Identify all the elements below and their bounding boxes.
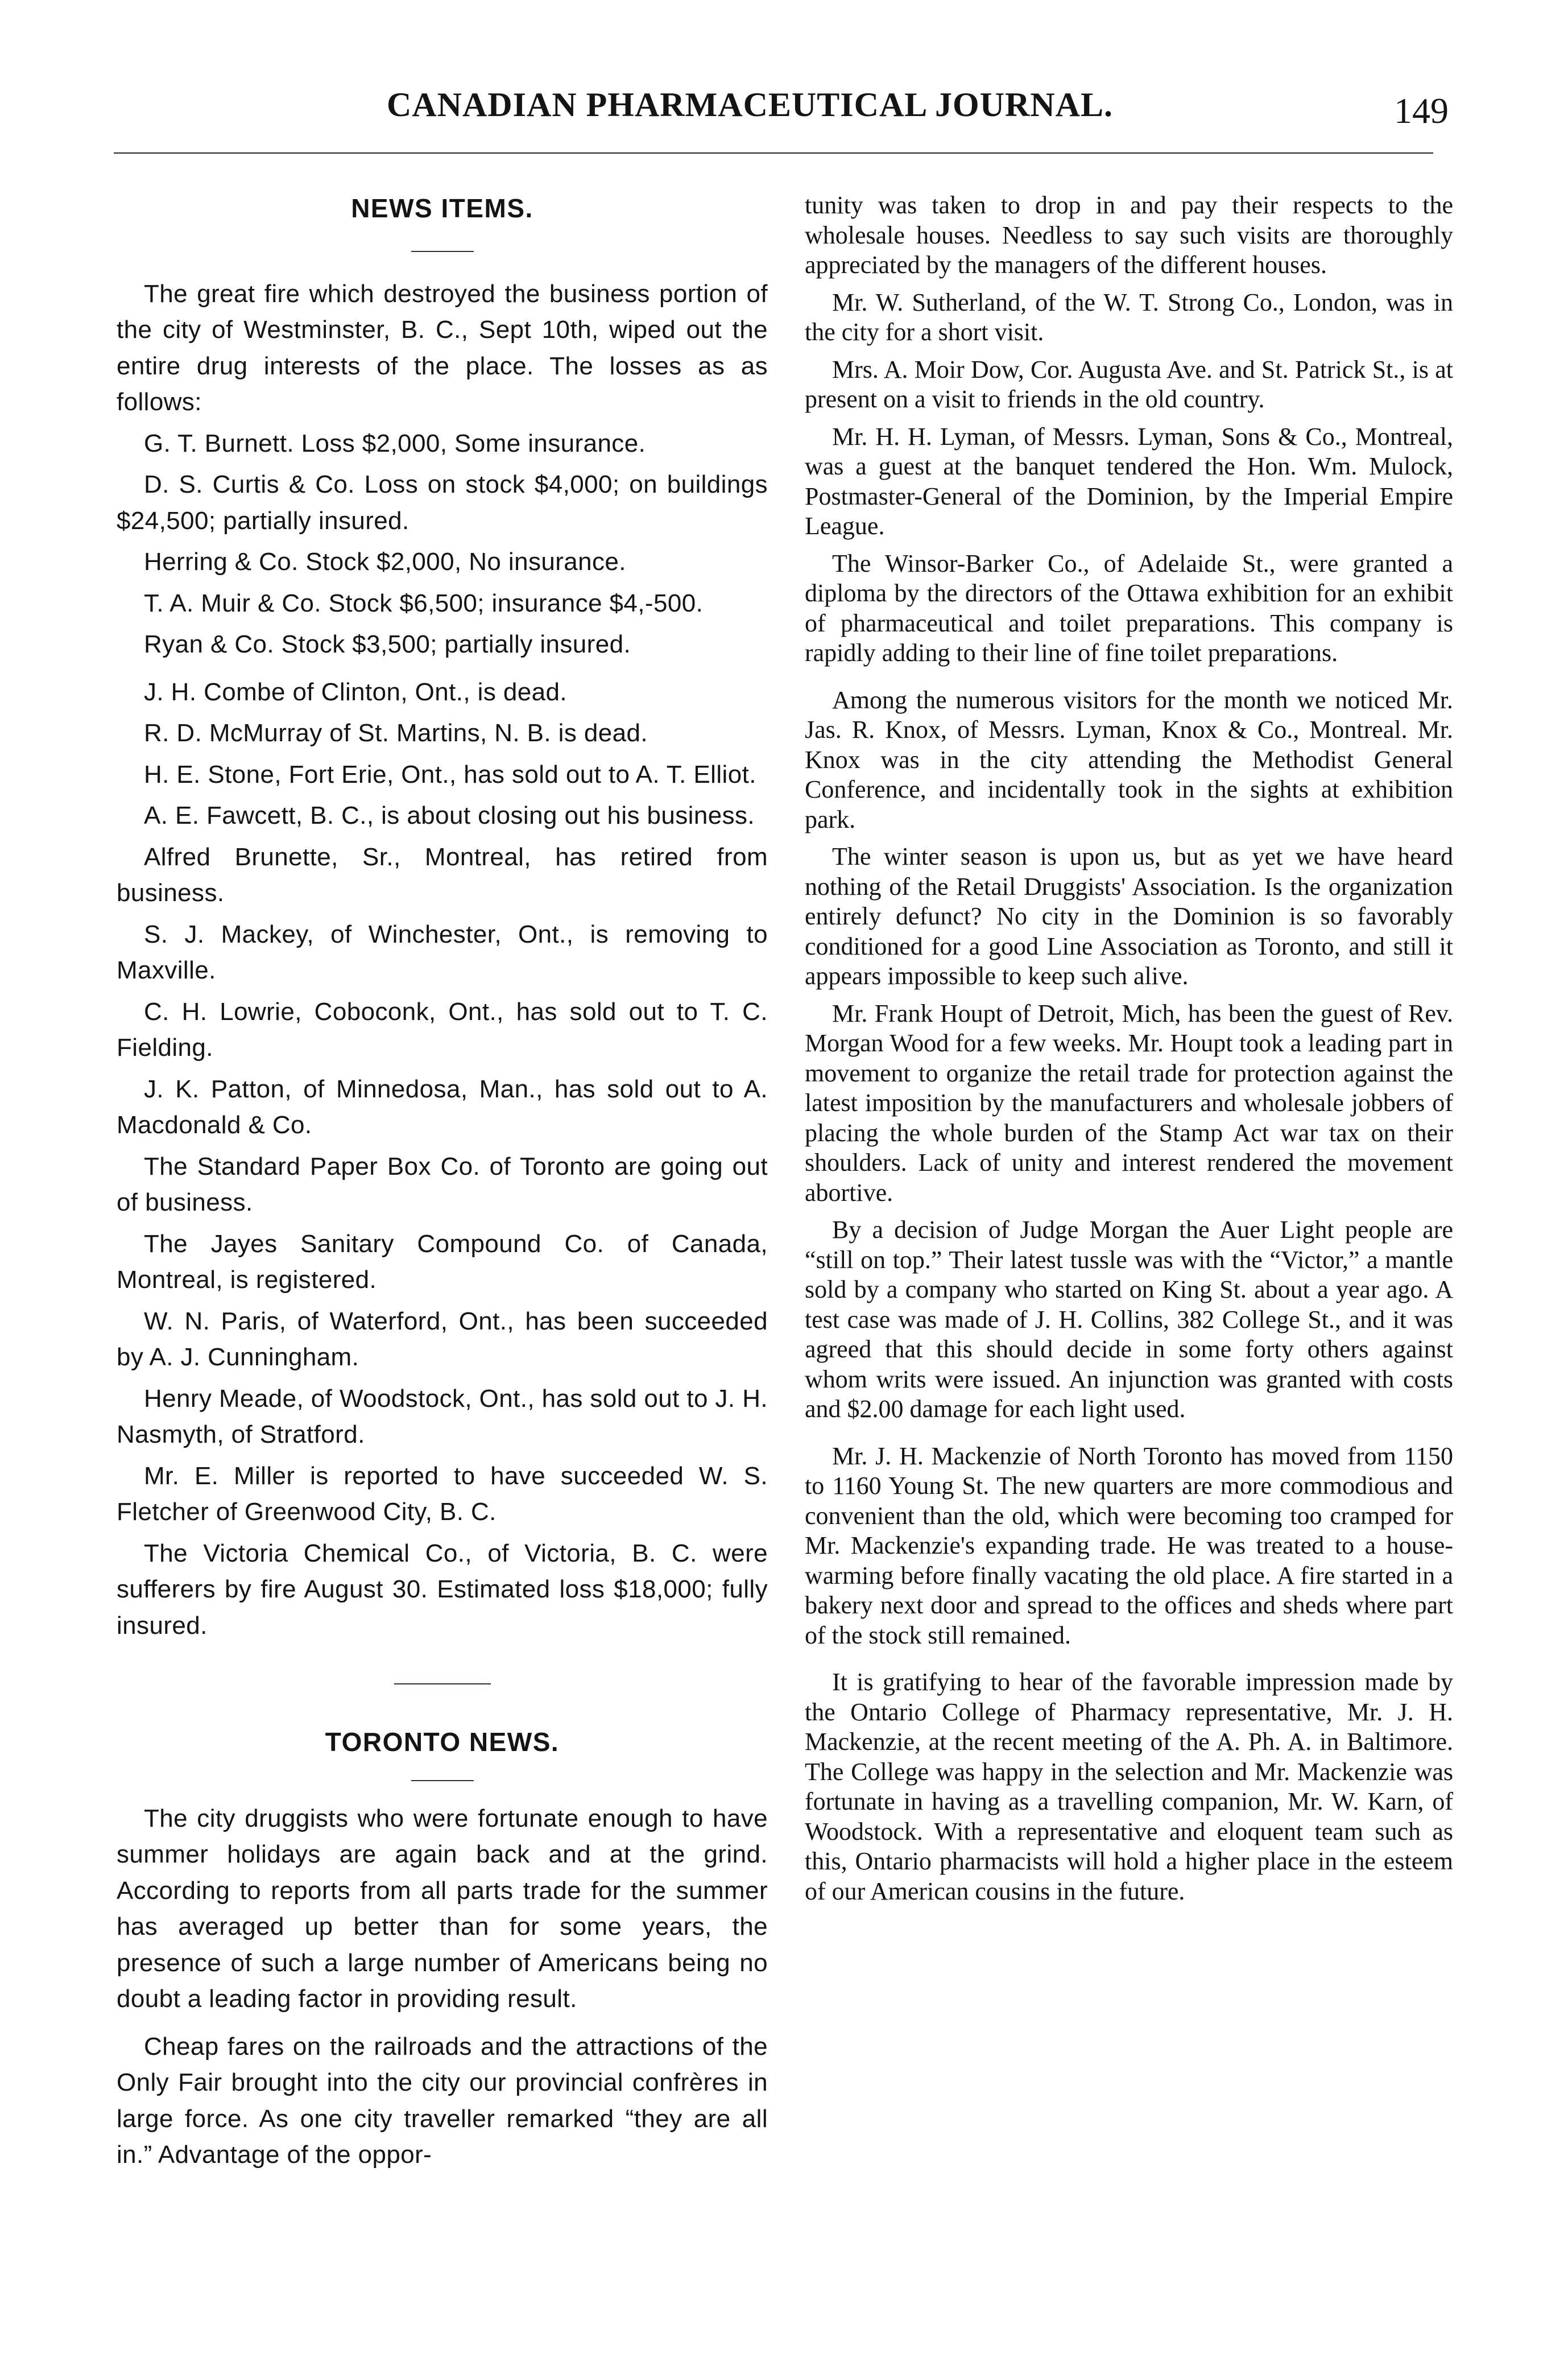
- news-paragraph: R. D. McMurray of St. Martins, N. B. is dead.: [144, 719, 648, 747]
- running-title: CANADIAN PHARMACEUTICAL JOURNAL.: [387, 86, 1114, 123]
- news-paragraph: The Jayes Sanitary Compound Co. of Canada, Montreal, is registered.: [117, 1229, 768, 1294]
- toronto-paragraph: tunity was taken to drop in and pay their respects to the wholesale houses. Needless to say such visits are thoroughly appreciated by the managers of the different houses.: [805, 191, 1453, 279]
- toronto-paragraph: Mr. W. Sutherland, of the W. T. Strong Co., London, was in the city for a short visit.: [805, 288, 1453, 346]
- news-paragraph: Mr. E. Miller is reported to have succeeded W. S. Fletcher of Greenwood City, B. C.: [117, 1461, 768, 1526]
- header-rule: [114, 152, 1433, 154]
- toronto-paragraph: By a decision of Judge Morgan the Auer Light people are “still on top.” Their latest tussle was with the “Victor,” a mantle sold by a company who started on King St. about a year ago. A test case was made of J. H. Collins, 382 College St., and it was agreed that this should decide in some forty others against whom writs were issued. An injunction was granted with costs and $2.00 damage for each light used.: [805, 1216, 1453, 1423]
- toronto-paragraph: The city druggists who were fortunate enough to have summer holidays are again back and at the grind. According to reports from all parts trade for the summer has averaged up better than for some years, the presence of such a large number of Americans being no doubt a leading factor in providing result.: [117, 1804, 768, 2013]
- toronto-paragraph: Mr. J. H. Mackenzie of North Toronto has moved from 1150 to 1160 Young St. The new quarters are more commodious and convenient than the old, which were becoming too cramped for Mr. Mackenzie's expanding trade. He was treated to a house-warming before finally vacating the old place. A fire started in a bakery next door and spread to the offices and sheds where part of the stock still remained.: [805, 1442, 1453, 1649]
- news-paragraph: The Victoria Chemical Co., of Victoria, B. C. were sufferers by fire August 30. Estimated loss $18,000; fully insured.: [117, 1539, 768, 1640]
- news-paragraph: A. E. Fawcett, B. C., is about closing out his business.: [144, 802, 755, 829]
- news-paragraph: The Standard Paper Box Co. of Toronto are going out of business.: [117, 1152, 768, 1216]
- toronto-paragraph: Among the numerous visitors for the month we noticed Mr. Jas. R. Knox, of Messrs. Lyman, Knox & Co., Montreal. Mr. Knox was in the city attending the Methodist General Conference, and incidentally took in the sights at exhibition park.: [805, 686, 1453, 833]
- toronto-paragraph: It is gratifying to hear of the favorable impression made by the Ontario College of Pharmacy representative, Mr. J. H. Mackenzie, at the recent meeting of the A. Ph. A. in Baltimore. The College was happy in the selection and Mr. Mackenzie was fortunate in having as a travelling companion, Mr. W. Karn, of Woodstock. With a representative and eloquent team such as this, Ontario pharmacists will hold a higher place in the esteem of our American cousins in the future.: [805, 1668, 1453, 1905]
- news-paragraph: Alfred Brunette, Sr., Montreal, has retired from business.: [117, 843, 768, 907]
- news-paragraph: C. H. Lowrie, Coboconk, Ont., has sold out to T. C. Fielding.: [117, 997, 768, 1062]
- toronto-paragraph: Mrs. A. Moir Dow, Cor. Augusta Ave. and St. Patrick St., is at present on a visit to friends in the old country.: [805, 355, 1453, 413]
- news-paragraph: Ryan & Co. Stock $3,500; partially insured.: [144, 630, 631, 658]
- toronto-news-heading: TORONTO NEWS.: [325, 1727, 560, 1757]
- toronto-paragraph: Mr. H. H. Lyman, of Messrs. Lyman, Sons & Co., Montreal, was a guest at the banquet tendered the Hon. Wm. Mulock, Postmaster-General of the Dominion, by the Imperial Empire League.: [805, 422, 1453, 540]
- news-paragraph: Henry Meade, of Woodstock, Ont., has sold out to J. H. Nasmyth, of Stratford.: [117, 1384, 768, 1448]
- toronto-paragraph: The winter season is upon us, but as yet we have heard nothing of the Retail Druggists' Association. Is the organization entirely defunct? No city in the Dominion is so favorably conditioned for a good Line Association as Toronto, and still it appears impossible to keep such alive.: [805, 843, 1453, 990]
- page-number: 149: [1394, 90, 1449, 131]
- toronto-paragraph: The Winsor-Barker Co., of Adelaide St., were granted a diploma by the directors of the Ottawa exhibition for an exhibit of pharmaceutical and toilet preparations. This company is rapidly adding to their line of fine toilet preparations.: [805, 549, 1453, 667]
- news-paragraph: J. K. Patton, of Minnedosa, Man., has sold out to A. Macdonald & Co.: [117, 1075, 768, 1139]
- toronto-paragraph: Mr. Frank Houpt of Detroit, Mich, has been the guest of Rev. Morgan Wood for a few weeks. Mr. Houpt took a leading part in movement to organize the retail trade for protection against the latest imposition by the manufacturers and wholesale jobbers of placing the whole burden of the Stamp Act war tax on their shoulders. Lack of unity and interest rendered the movement abortive.: [805, 999, 1453, 1207]
- news-items-heading: NEWS ITEMS.: [351, 193, 533, 223]
- news-paragraph: Herring & Co. Stock $2,000, No insurance.: [144, 548, 626, 576]
- left-column: [117, 191, 768, 2178]
- news-paragraph: T. A. Muir & Co. Stock $6,500; insurance $4,-500.: [144, 589, 704, 617]
- heading-rule: [411, 251, 474, 252]
- toronto-paragraph: Cheap fares on the railroads and the attractions of the Only Fair brought into the city our provincial confrères in large force. As one city traveller remarked “they are all in.” Advantage of the oppor-: [117, 2032, 768, 2169]
- news-paragraph: G. T. Burnett. Loss $2,000, Some insurance.: [144, 429, 646, 457]
- news-paragraph: W. N. Paris, of Waterford, Ont., has been succeeded by A. J. Cunningham.: [117, 1307, 768, 1371]
- news-paragraph: D. S. Curtis & Co. Loss on stock $4,000; on buildings $24,500; partially insured.: [117, 470, 768, 535]
- right-column: [805, 191, 1453, 1914]
- section-rule: [394, 1683, 491, 1684]
- news-paragraph: J. H. Combe of Clinton, Ont., is dead.: [144, 678, 567, 706]
- news-paragraph: H. E. Stone, Fort Erie, Ont., has sold out to A. T. Elliot.: [144, 760, 756, 788]
- news-paragraph: S. J. Mackey, of Winchester, Ont., is removing to Maxville.: [117, 920, 768, 984]
- heading-rule: [411, 1780, 474, 1781]
- news-paragraph: The great fire which destroyed the business portion of the city of Westminster, B. C., Sept 10th, wiped out the entire drug interests of the place. The losses as as follows:: [117, 279, 768, 416]
